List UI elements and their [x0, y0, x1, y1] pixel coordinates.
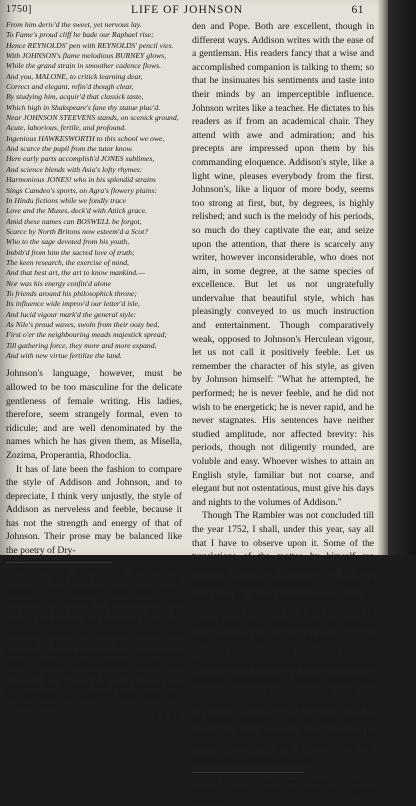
right-prose — [192, 20, 374, 768]
paragraph-rambler: Though The Rambler was not concluded till the year 1752, I shall, under this year, say all that I have to observe upon it. Some of the translations of the mottos by himself are admirably done. He acknowledges to have received "elegant translations" of many of them from Mr. James Elphinston; and some are very happily translated by a Mr. F. Lewis, of whom I never heard more, except that Johnson thus described him to Mr. Malone: "Sir, he lived in London, and hung loose upon society." The concluding paper of his Rambler is at once dignified and pathetick. I cannot, however, but wish that he had not ended it with an unnecessary Greek verse, translated also into an English couplet. It is too much like the conceit of those dramatick poets, who used to conclude each act with a rhyme; and the expression in the first line of his — [192, 510, 374, 767]
poem-line: And that best art, the art to know mankind.— — [6, 268, 145, 278]
right-column — [192, 20, 374, 806]
header-title: LIFE OF JOHNSON — [130, 4, 244, 16]
poem-line: Till gathering force, they more and more expand, — [6, 340, 157, 350]
poem-line: Acute, laborious, fertile, and profound. — [6, 123, 127, 133]
poem-line: And science blends with Asia's lofty rhymes: — [6, 164, 143, 174]
paragraph-dryden-pope: den and Pope. Both are excellent, though in different ways. Addison writes with the ease of a gentleman. His readers fancy that a wise and accomplished companion is talking to them; so that he insinuates his sentiments and taste into their minds by an imperceptible influence. Johnson writes like a teacher. He dictates to his readers as if from an academical chair. They attend with awe and admiration; and his precepts are impressed upon them by his commanding eloquence. Addison's style, like a light wine, pleases everybody from the first. Johnson's, like a liquor of more body, seems too strong at first, but, by degrees, is highly relished; and such is the melody of his periods, so much do they captivate the ear, and seize upon the attention, that there is scarcely any writer, however inconsiderable, who does not aim, in some degree, at the same species of excellence. But let us not ungratefully undervalue that beautiful style, which has pleasingly conveyed to us much instruction and entertainment. Though comparatively weak, opposed to Johnson's Herculean vigour, let us not call it positively feeble. Let us remember the character of his style, as given by Johnson himself: "What he attempted, he performed; he is never feeble, and he did not wish to be energetick; he is never rapid, and he never stagnates. His sentences have neither studied amplitude, nor affected brevity: his periods, though not diligently rounded, are voluble and easy. Whoever wishes to attain an English style, familiar but not coarse, and elegant but not ostentatious, must give his days and nights to the volumes of Addison." — [192, 21, 374, 508]
poem-line: And you, MALONE, to critick learning dear, — [6, 71, 143, 81]
poem-line: Sings Camdeo's sports, on Agra's flowery plains: — [6, 185, 158, 195]
footnote-signoff: COURTENAY — [120, 712, 182, 721]
left-prose — [6, 367, 182, 557]
paragraph-addison-comparison: It has of late been the fashion to compare the style of Addison and Johnson, and to depreciate, I think very unjustly, the style of Addison as nerveless and feeble, because it has not the strength and energy of that of Johnson. Their prose may be balanced like the poetry of Dry- — [6, 463, 182, 557]
poem-line: Near JOHNSON STEEVENS stands, on scenick ground, — [6, 113, 179, 123]
page-edge — [378, 0, 388, 555]
left-column — [6, 20, 182, 721]
poem-line: While the grand strain in smoother cadence flows. — [6, 61, 162, 71]
poem-line: Correct and elegant, refin'd though clear, — [6, 82, 134, 92]
poem-line: To Fame's proud cliff he bade our Raphael rise; — [6, 30, 154, 40]
poem-line: Which high in Shakspeare's fane thy statue plac'd. — [6, 102, 161, 112]
footnote-text: "The following observation in Mr. Boswell's Journal of a Tour to the Hebrides may sufficiently account for that Gentleman's being "now scarcely esteem'd a Scot" by many of his countrymen: "If he [Dr. Johnson] was particularly prejudiced against the Scots, it was because they were more in his way; because he thought their success in England rather exceeded the due proportion of their real merit; and because he could not but see in them that nationality which, I believe, no liberal-minded Scotsman will deny." Mr. Boswell, indeed, is so free from national prejudices, that he might with equal propriety have been described as— "Scarce by South Britons now esteem'd a Scot." — [6, 565, 182, 711]
poem-excerpt — [6, 20, 182, 361]
poem-line: From him deriv'd the sweet, yet nervous lay. — [6, 20, 142, 29]
running-header — [6, 4, 368, 18]
poem-line: In Hindu fictions while we fondly trace — [6, 195, 126, 205]
poem-line: Who to the sage devoted from his youth, — [6, 237, 130, 247]
poem-line: Amid these names can BOSWELL be forgot, — [6, 216, 142, 226]
book-cover-edge — [388, 0, 416, 555]
poem-line: Imbib'd from him the sacred love of truth; — [6, 247, 135, 257]
poem-line: Nor was his energy confin'd alone — [6, 278, 111, 288]
poem-line: And with new virtue fertilize the land. — [6, 351, 122, 360]
header-year: 1750] — [6, 4, 32, 15]
poem-line: And scarce the pupil from the tutor know. — [6, 144, 133, 154]
poem-line: Its influence wide improv'd our letter'd isle, — [6, 299, 140, 309]
poem-line: And lucid vigour mark'd the general style: — [6, 309, 137, 319]
poem-line: The keen research, the exercise of mind, — [6, 257, 129, 267]
footnote-addison-poetry: I shall probably, in another work, maintain the merit of Addison's poetry, which has been very unjustly depreciated. — [192, 775, 374, 806]
right-footnote — [192, 776, 374, 806]
footnote-divider — [6, 562, 112, 563]
poem-line: Harmonious JONES! who in his splendid strains — [6, 175, 156, 185]
left-footnote — [6, 566, 182, 721]
poem-line: First o'er the neighbouring meads majestick spread; — [6, 330, 168, 340]
poem-line: As Nile's proud waves, swoln from their oozy bed, — [6, 319, 160, 329]
poem-line: Love and the Muses, deck'd with Attick grace. — [6, 206, 147, 216]
poem-line: Here early parts accomplish'd JONES sublimes, — [6, 154, 155, 164]
poem-line: To friends around his philosophick throne; — [6, 288, 137, 298]
poem-line: Ingenious HAWKESWORTH to this school we owe, — [6, 133, 165, 143]
poem-line: Hence REYNOLDS' pen with REYNOLDS' pencil vies. — [6, 40, 174, 50]
paragraph-female-writing: Johnson's language, however, must be allowed to be too masculine for the delicate gentleness of female writing. His ladies, therefore, seem strangely formal, even to ridicule; and are well denominated by the names which he has given them, as Misella, Zozima, Properantia, Rhodoclia. — [6, 368, 182, 461]
poem-line: With JOHNSON's flame melodious BURNEY glows, — [6, 51, 167, 61]
poem-line: Scarce by North Britons now esteem'd a Scot? — [6, 226, 149, 236]
poem-line: By studying him, acquir'd that classick taste, — [6, 92, 144, 102]
footnote-divider-right — [192, 772, 304, 773]
page-number: 61 — [351, 4, 364, 16]
